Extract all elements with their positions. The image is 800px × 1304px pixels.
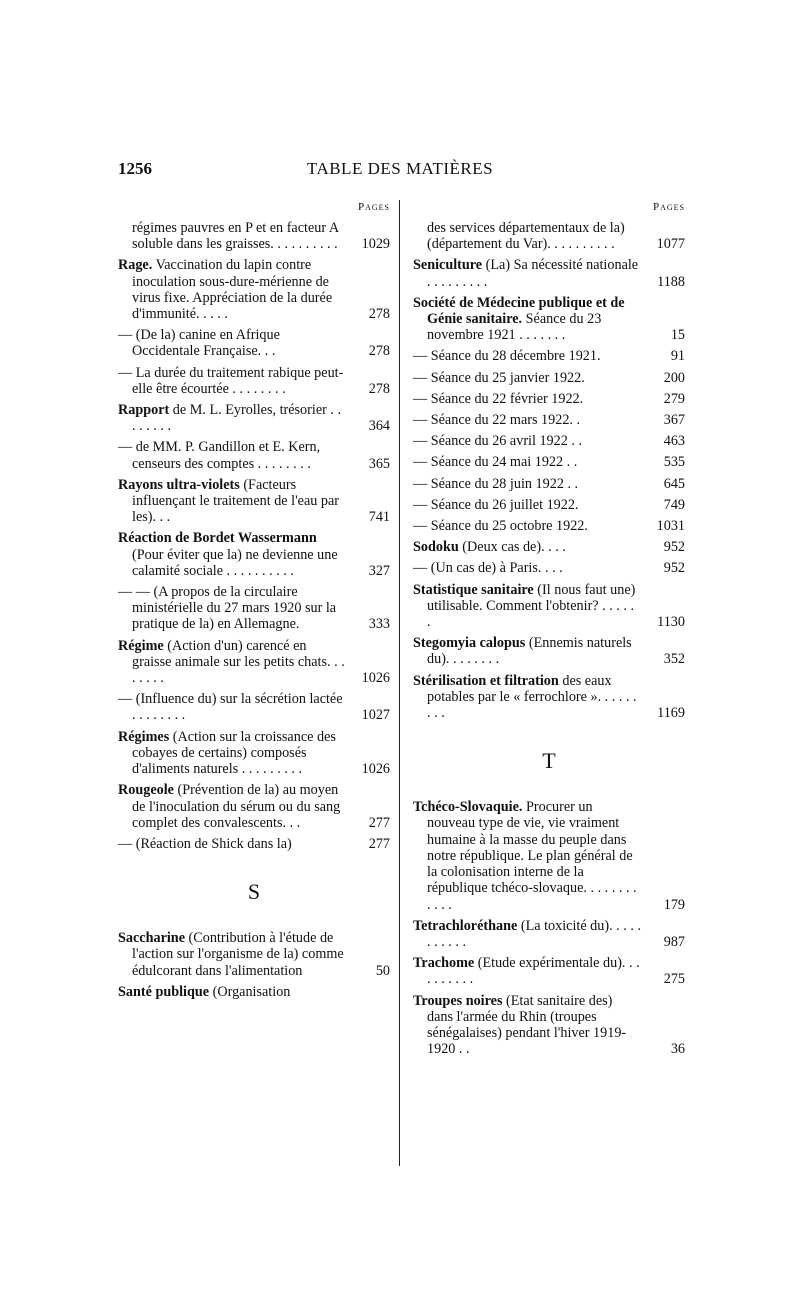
entry-heading: Tchéco-Slovaquie. — [413, 799, 523, 816]
entry-page-number: 50 — [375, 962, 390, 979]
index-entry — [413, 635, 685, 667]
entry-page-number: 327 — [368, 562, 390, 579]
entry-heading: Régime — [118, 637, 164, 654]
index-entry — [118, 327, 390, 359]
index-entry — [413, 539, 685, 555]
entry-page-number: 333 — [368, 616, 390, 633]
index-entry — [118, 365, 390, 397]
entry-page-number: 91 — [670, 348, 685, 365]
entry-heading: Tetrachloréthane — [413, 917, 518, 934]
entry-heading: Stérilisation et filtration — [413, 672, 559, 689]
entry-page-number: 1026 — [361, 670, 390, 687]
entry-page-number: 1077 — [656, 236, 685, 253]
index-entry — [118, 439, 390, 471]
entry-text: (Action sur la croissance des cobayes de certains) composés d'aliments naturels . . . . . . . . . — [132, 728, 336, 778]
left-column — [118, 200, 390, 1005]
entry-page-number: 535 — [663, 454, 685, 471]
entry-page-number: 365 — [368, 455, 390, 472]
entry-heading: Santé publique — [118, 983, 210, 1000]
index-entry — [413, 370, 685, 386]
pages-header-right: Pages — [652, 201, 685, 213]
entry-page-number: 1026 — [361, 761, 390, 778]
entry-text: — Séance du 28 décembre 1921. — [413, 348, 601, 365]
index-entry — [413, 993, 685, 1058]
index-entry — [413, 582, 685, 631]
entry-text: — (Réaction de Shick dans la) — [118, 835, 292, 852]
index-entry — [413, 476, 685, 492]
index-entry — [118, 530, 390, 579]
entry-page-number: 1188 — [657, 273, 685, 290]
left-entries — [118, 220, 390, 1000]
entry-text: — (Un cas de) à Paris. . . . — [413, 560, 563, 577]
entry-text: — Séance du 26 avril 1922 . . — [413, 433, 583, 450]
entry-text: (Action d'un) carencé en graisse animale sur les petits chats. . . . . . . . — [132, 637, 345, 687]
running-title: TABLE DES MATIÈRES — [306, 159, 494, 178]
entry-text: (Ennemis naturels du). . . . . . . . — [427, 635, 632, 668]
entry-heading: Rayons ultra-violets — [118, 476, 240, 493]
pages-header-left: Pages — [357, 201, 390, 213]
entry-page-number: 36 — [670, 1041, 685, 1058]
index-entry — [413, 955, 685, 987]
index-entry — [118, 782, 390, 831]
entry-text: (La) Sa nécessité nationale . . . . . . . . . — [427, 257, 639, 290]
entry-page-number: 1031 — [656, 518, 685, 535]
entry-page-number: 749 — [663, 496, 685, 513]
entry-heading: Rage. — [118, 257, 153, 274]
entry-page-number: 367 — [663, 412, 685, 429]
right-entries — [413, 220, 685, 1057]
entry-page-number: 277 — [368, 814, 390, 831]
entry-text: des services départementaux de la) (département du Var). . . . . . . . . . — [427, 220, 625, 253]
entry-text: des eaux potables par le « ferrochlore ». . . . . . . . . — [427, 672, 637, 722]
index-entry — [413, 518, 685, 534]
entry-text: — Séance du 26 juillet 1922. — [413, 496, 579, 513]
entry-text: — Séance du 25 janvier 1922. — [413, 369, 585, 386]
page-number: 1256 — [118, 159, 152, 178]
index-entry — [118, 836, 390, 852]
index-entry — [413, 799, 685, 912]
index-entry — [413, 348, 685, 364]
entry-page-number: 645 — [663, 475, 685, 492]
entry-text: Vaccination du lapin contre inoculation sous-dure-mérienne de virus fixe. Appréciation de la durée d'immunité. . . . . — [132, 257, 333, 323]
entry-page-number: 1169 — [657, 705, 685, 722]
entry-page-number: 179 — [663, 896, 685, 913]
column-divider — [399, 200, 400, 1166]
entry-text: Procurer un nouveau type de vie, vie vraiment humaine à la masse du peuple dans notre république. Le plan général de la colonisation interne de la république tchéco-slovaque. . . . . . . . . . . . — [427, 799, 637, 913]
index-entry — [413, 391, 685, 407]
entry-text: régimes pauvres en P et en facteur A soluble dans les graisses. . . . . . . . . . — [132, 220, 339, 253]
entry-heading: Seniculture — [413, 257, 483, 274]
entry-heading: Trachome — [413, 955, 475, 972]
entry-heading: Stegomyia calopus — [413, 635, 526, 652]
entry-heading: Saccharine — [118, 930, 185, 947]
entry-page-number: 278 — [368, 380, 390, 397]
index-entry — [413, 454, 685, 470]
entry-heading: Rapport — [118, 402, 170, 419]
entry-page-number: 364 — [368, 418, 390, 435]
entry-heading: Rougeole — [118, 782, 174, 799]
entry-text: (Organisation — [209, 983, 291, 1000]
entry-text: (Prévention de la) au moyen de l'inoculation du sérum ou du sang complet des convalescents. . . — [132, 782, 341, 831]
entry-page-number: 952 — [663, 539, 685, 556]
entry-text: (Contribution à l'étude de l'action sur l'organisme de la) comme édulcorant dans l'alimentation — [132, 930, 344, 979]
entry-page-number: 463 — [663, 433, 685, 450]
index-entry — [118, 584, 390, 633]
entry-text: (Pour éviter que la) ne devienne une calamité sociale . . . . . . . . . . — [132, 546, 338, 579]
entry-text: — Séance du 24 mai 1922 . . — [413, 454, 578, 471]
entry-page-number: 741 — [368, 509, 390, 526]
index-entry — [118, 729, 390, 778]
entry-page-number: 278 — [368, 306, 390, 323]
index-entry — [413, 295, 685, 344]
entry-text: — Séance du 28 juin 1922 . . — [413, 475, 579, 492]
entry-page-number: 277 — [368, 835, 390, 852]
entry-page-number: 1027 — [361, 707, 390, 724]
index-entry — [118, 257, 390, 322]
entry-text: (Etat sanitaire des) dans l'armée du Rhin (troupes sénégalaises) pendant l'hiver 1919-1920 . . — [427, 992, 627, 1058]
entry-heading: Sodoku — [413, 539, 459, 556]
index-entry — [413, 220, 685, 252]
entry-heading: Réaction de Bordet Wassermann — [118, 530, 317, 547]
entry-heading: Régimes — [118, 728, 170, 745]
entry-text: (Facteurs influençant le traitement de l'eau par les). . . — [132, 476, 339, 526]
entry-text: — de MM. P. Gandillon et E. Kern, censeurs des comptes . . . . . . . . — [118, 439, 321, 472]
index-entry — [118, 477, 390, 526]
entry-text: — — (A propos de la circulaire ministérielle du 27 mars 1920 sur la pratique de la) en Allemagne. — [118, 584, 337, 633]
entry-page-number: 200 — [663, 369, 685, 386]
entry-page-number: 1029 — [361, 236, 390, 253]
index-entry — [118, 220, 390, 252]
index-entry — [413, 257, 685, 289]
section-letter: T — [542, 748, 556, 774]
entry-text: — (De la) canine en Afrique Occidentale Française. . . — [118, 327, 280, 360]
entry-text: (La toxicité du). . . . . . . . . . . — [427, 917, 642, 950]
index-entry — [118, 930, 390, 979]
entry-page-number: 352 — [663, 651, 685, 668]
entry-text: Séance du 23 novembre 1921 . . . . . . . — [427, 311, 602, 344]
index-entry — [413, 560, 685, 576]
entry-page-number: 275 — [663, 971, 685, 988]
index-entry — [118, 402, 390, 434]
index-entry — [118, 638, 390, 687]
index-entry — [413, 918, 685, 950]
entry-heading: Troupes noires — [413, 992, 503, 1009]
section-letter: S — [247, 879, 261, 905]
index-entry — [118, 691, 390, 723]
entry-page-number: 279 — [663, 390, 685, 407]
entry-text: (Il nous faut une) utilisable. Comment l'obtenir? . . . . . . — [427, 581, 636, 631]
entry-text: — (Influence du) sur la sécrétion lactée . . . . . . . . — [118, 691, 343, 724]
entry-heading: Société de Médecine publique et de Génie sanitaire. — [413, 294, 625, 328]
entry-page-number: 1130 — [657, 614, 685, 631]
entry-text: — La durée du traitement rabique peut-elle être écourtée . . . . . . . . — [118, 364, 344, 397]
entry-text: (Etude expérimentale du). . . . . . . . . . — [427, 955, 640, 988]
index-entry — [118, 984, 390, 1000]
entry-page-number: 952 — [663, 560, 685, 577]
entry-text: — Séance du 25 octobre 1922. — [413, 518, 588, 535]
entry-text: — Séance du 22 février 1922. — [413, 390, 584, 407]
entry-text: — Séance du 22 mars 1922. . — [413, 412, 581, 429]
entry-page-number: 278 — [368, 343, 390, 360]
entry-page-number: 15 — [670, 327, 685, 344]
right-column — [413, 200, 685, 1062]
index-entry — [413, 433, 685, 449]
entry-heading: Statistique sanitaire — [413, 581, 534, 598]
entry-page-number: 987 — [663, 933, 685, 950]
index-entry — [413, 497, 685, 513]
index-entry — [413, 412, 685, 428]
entry-text: de M. L. Eyrolles, trésorier . . . . . . . . — [132, 402, 342, 435]
entry-text: (Deux cas de). . . . — [458, 539, 566, 556]
index-entry — [413, 673, 685, 722]
